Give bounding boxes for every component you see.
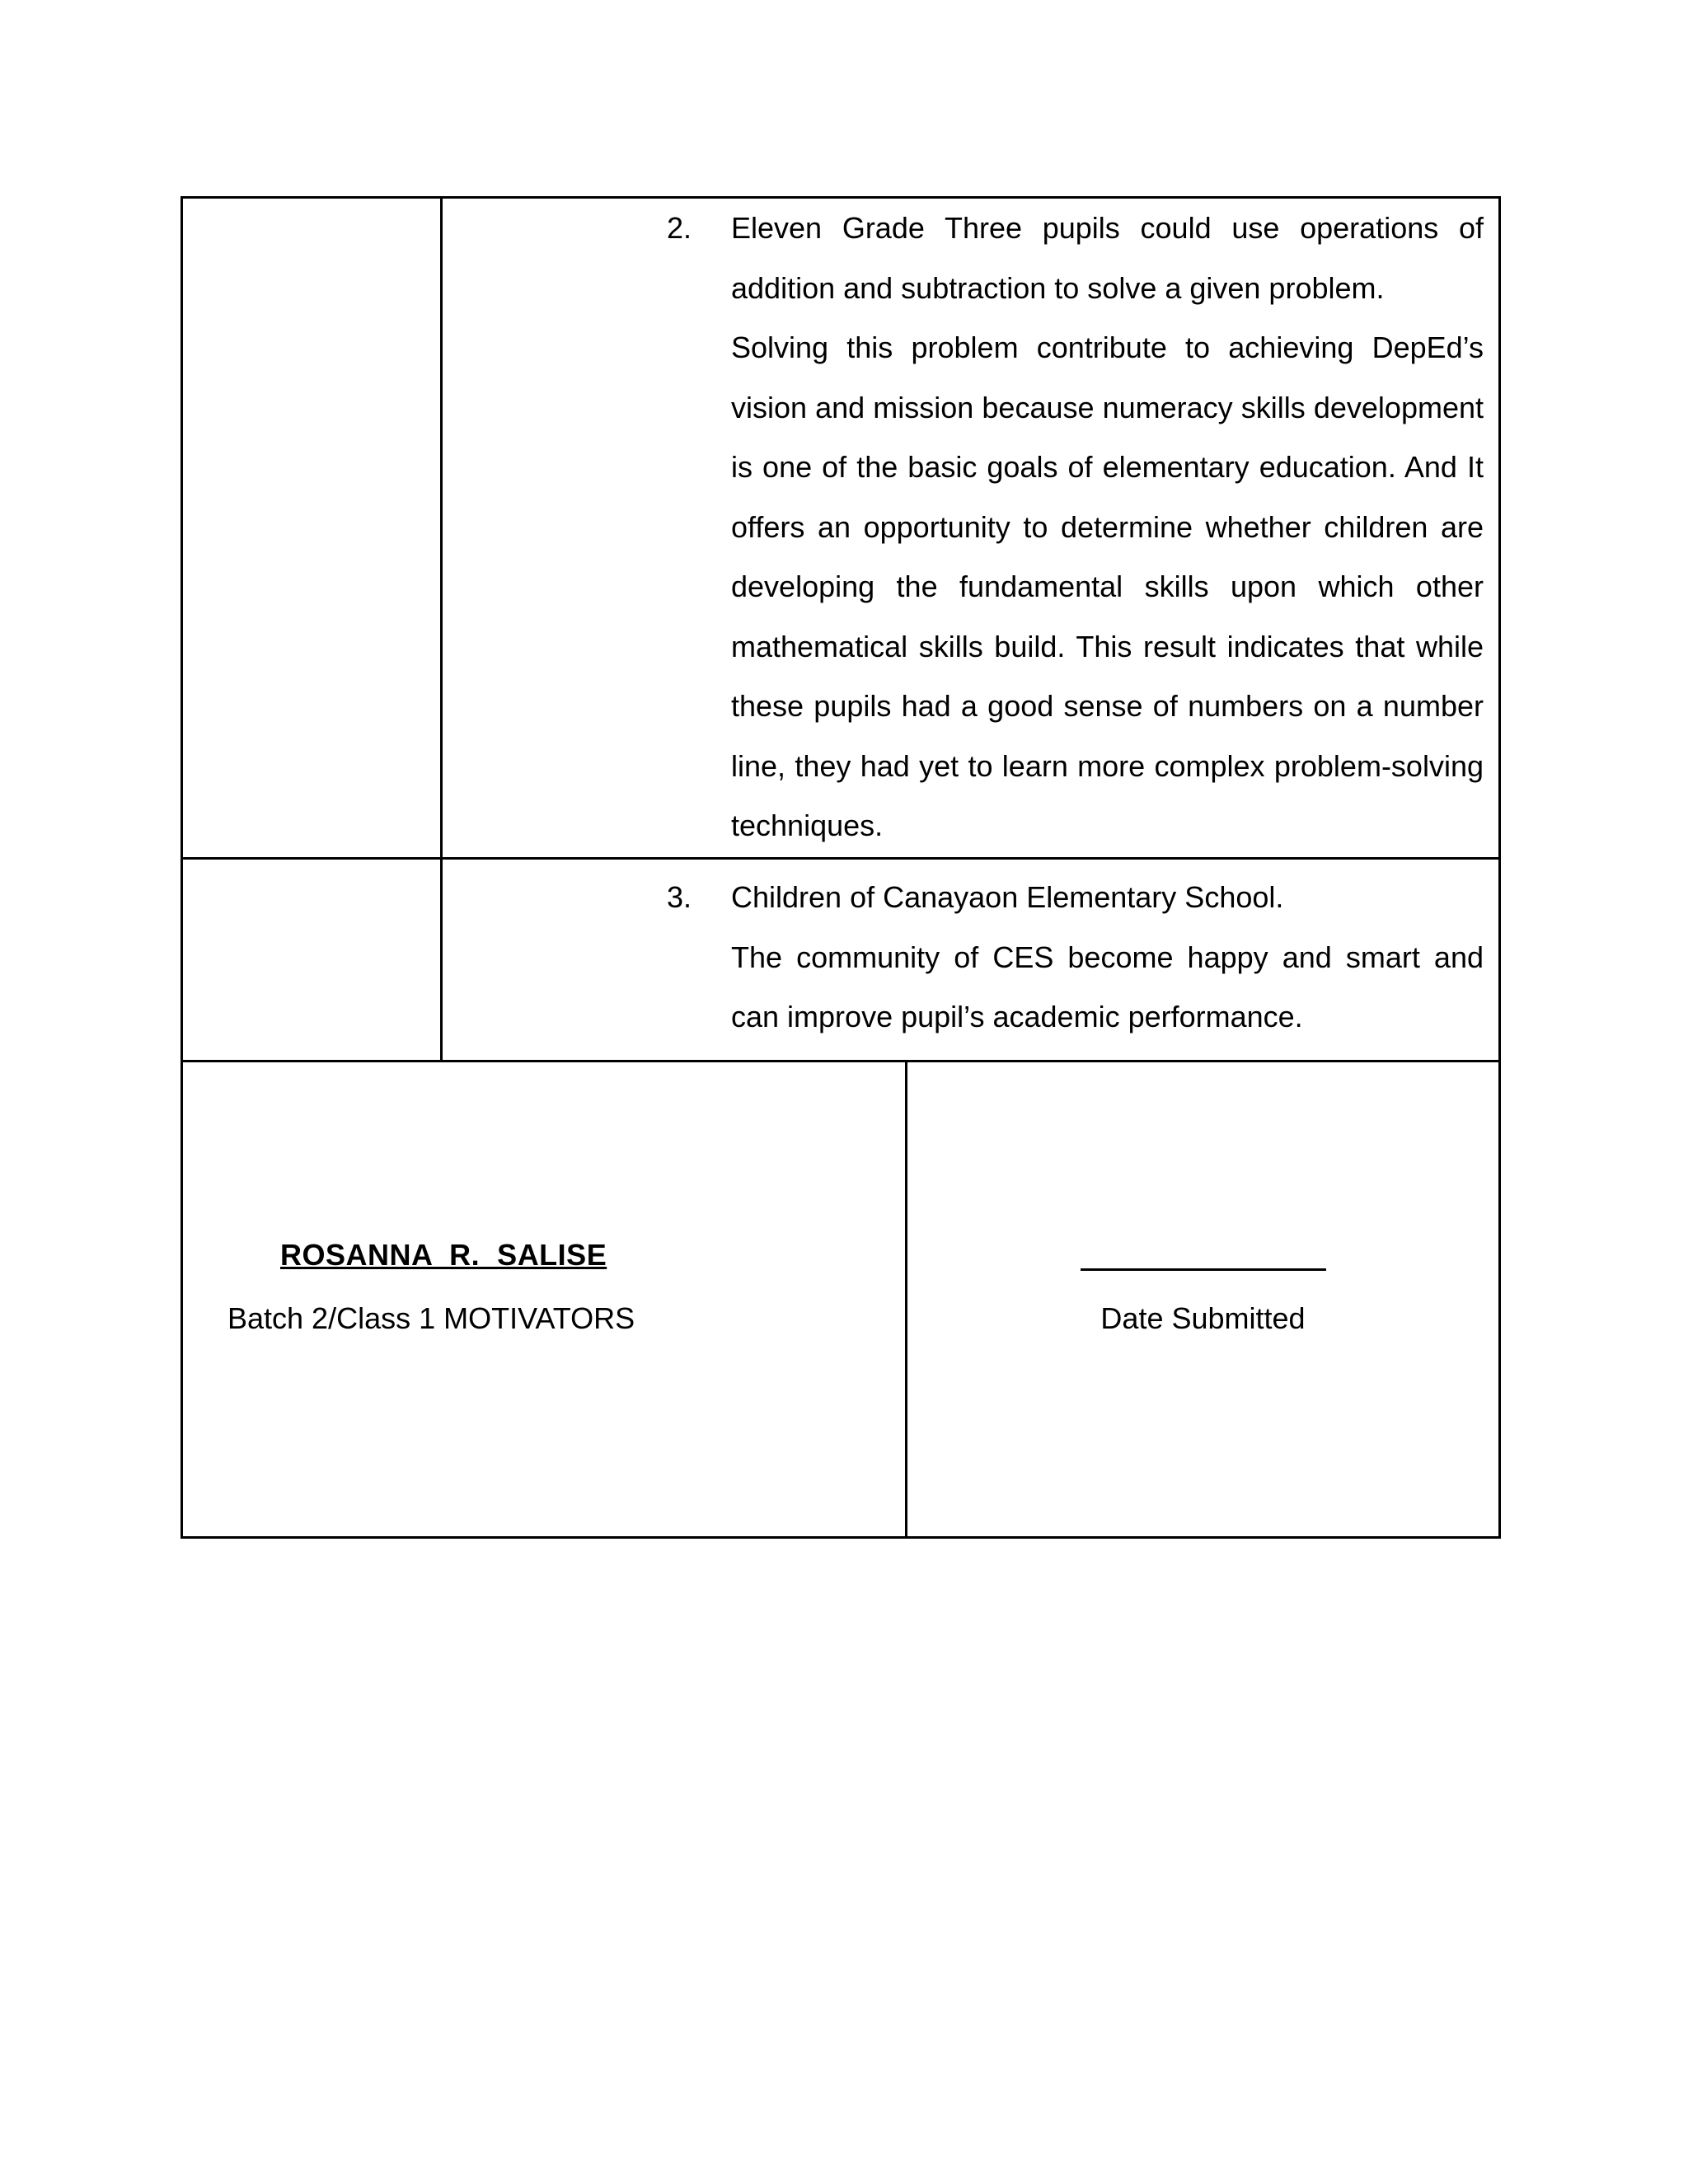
date-submitted-label: Date Submitted (1100, 1301, 1306, 1335)
signatory-role: Batch 2/Class 1 MOTIVATORS (227, 1301, 635, 1335)
report-table (181, 196, 1501, 1539)
table-row (183, 199, 1498, 860)
empty-cell (183, 199, 443, 857)
item-heading: Children of Canayaon Elementary School. (731, 880, 1284, 914)
content-cell (443, 860, 1498, 1060)
empty-cell (183, 860, 443, 1060)
item-body: The community of CES become happy and smart and can improve pupil’s academic performance. (731, 940, 1484, 1033)
date-blank-line (1081, 1268, 1326, 1271)
item-heading: Eleven Grade Three pupils could use operations of addition and subtraction to solve a given problem. (731, 211, 1484, 305)
table-row (183, 860, 1498, 1062)
item-body: Solving this problem contribute to achieving DepEd’s vision and mission because numeracy skills development is one of the basic goals of elementary education. And It offers an opportunity to determine whether children are developing the fundamental skills upon which other mathematical skills build. This result indicates that while these pupils had a good sense of numbers on a number line, they had yet to learn more complex problem-solving techniques. (731, 330, 1484, 842)
content-cell (443, 199, 1498, 857)
signatory-name: ROSANNA R. SALISE (280, 1238, 607, 1272)
item-number: 3. (667, 880, 692, 914)
signature-cell (183, 1062, 907, 1536)
item-number: 2. (667, 211, 692, 245)
date-cell (907, 1062, 1498, 1536)
signature-row (183, 1062, 1498, 1536)
